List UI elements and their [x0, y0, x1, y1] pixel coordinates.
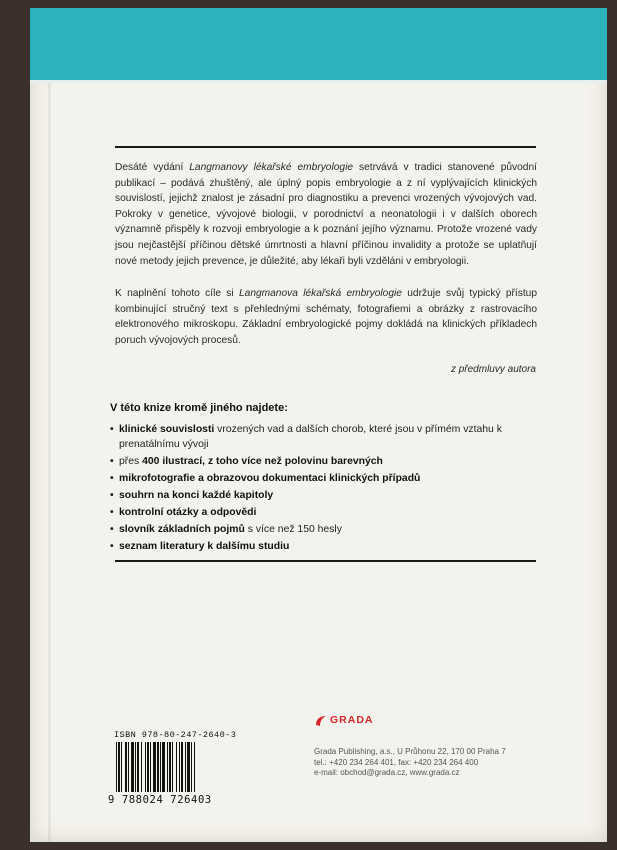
- feature-bold: slovník základních pojmů: [119, 524, 245, 535]
- description-paragraph-2: [115, 286, 537, 348]
- list-item: [110, 488, 540, 503]
- bottom-rule: [115, 560, 536, 562]
- feature-bold: mikrofotografie a obrazovou dokumentaci klinických případů: [119, 473, 421, 484]
- top-rule: [115, 146, 536, 148]
- book-title-italic: Langmanovy lékařské embryologie: [189, 162, 353, 173]
- list-item: [110, 522, 540, 537]
- publisher-phone: tel.: +420 234 264 401, fax: +420 234 264 400: [314, 757, 479, 767]
- isbn-barcode: [116, 742, 224, 792]
- list-item: [110, 505, 540, 520]
- feature-text: s více než 150 hesly: [244, 524, 342, 535]
- feature-bold: kontrolní otázky a odpovědi: [119, 507, 257, 518]
- barcode-digits: 9 788024 726403: [108, 794, 212, 806]
- spine-fold: [48, 8, 51, 842]
- paragraph1-start: Desáté vydání: [115, 162, 190, 173]
- features-title: V této knize kromě jiného najdete:: [110, 402, 288, 414]
- logo-wordmark: GRADA: [330, 714, 374, 726]
- paragraph1-body: setrvává v tradici stanovené původní publikací – podává zhuštěný, ale úplný popis embryologie a z ní vyplývajících klinických souvislostí, jejichž znalost je zásadní pro diagnostiku a prevenci vrozených vývojových vad. Pokroky v genetice, vývojové biologii, v porodnictví a neonatologii i v dalších oborech významně přispěly k rozvoji embryologie a k poznání jejího významu. Protože vrozené vady jsou nejčastější příčinou dětské úmrtnosti a hlavní příčinou invalidity a protože se uplatňují nové metody jejich prevence, je důležité, aby lékaři byli vzděláni v embryologii.: [115, 162, 537, 267]
- list-item: [110, 454, 540, 469]
- isbn-label: ISBN 978-80-247-2640-3: [114, 730, 237, 740]
- teal-header-band: [30, 8, 607, 80]
- feature-bold: souhrn na konci každé kapitoly: [119, 490, 274, 501]
- feature-prefix: přes: [119, 456, 143, 467]
- publisher-email: e-mail: obchod@grada.cz, www.grada.cz: [314, 768, 460, 777]
- book-title-italic-2: Langmanova lékařská embryologie: [238, 288, 402, 299]
- band-edge: [30, 80, 607, 83]
- feature-bold: seznam literatury k dalšímu studiu: [119, 541, 290, 552]
- grada-logo-icon: [314, 715, 327, 727]
- publisher-address: Grada Publishing, a.s., U Průhonu 22, 170 00 Praha 7: [314, 747, 506, 756]
- publisher-contact: [314, 747, 506, 779]
- description-paragraph-1: [115, 160, 537, 269]
- paragraph2-start: K naplnění tohoto cíle si: [115, 288, 239, 299]
- feature-bold: klinické souvislosti: [119, 424, 215, 435]
- attribution: z předmluvy autora: [450, 364, 536, 375]
- list-item: [110, 422, 540, 452]
- features-list: [110, 422, 540, 556]
- feature-text: vrozených vad a dalších chorob, které jsou v přímém vztahu k prenatálnímu vývoji: [119, 424, 502, 450]
- feature-bold: 400 ilustrací, z toho více než polovinu barevných: [142, 456, 383, 467]
- list-item: [110, 471, 540, 486]
- paragraph2-body: udržuje svůj typický přístup kombinující stručný text s přehlednými schématy, fotografiemi a obrázky z rastrovacího elektronového mikroskopu. Základní embryologické pojmy dokládá na klinických příkladech poruch vývojových procesů.: [115, 288, 538, 346]
- list-item: [110, 539, 540, 554]
- book-back-cover: [30, 8, 607, 842]
